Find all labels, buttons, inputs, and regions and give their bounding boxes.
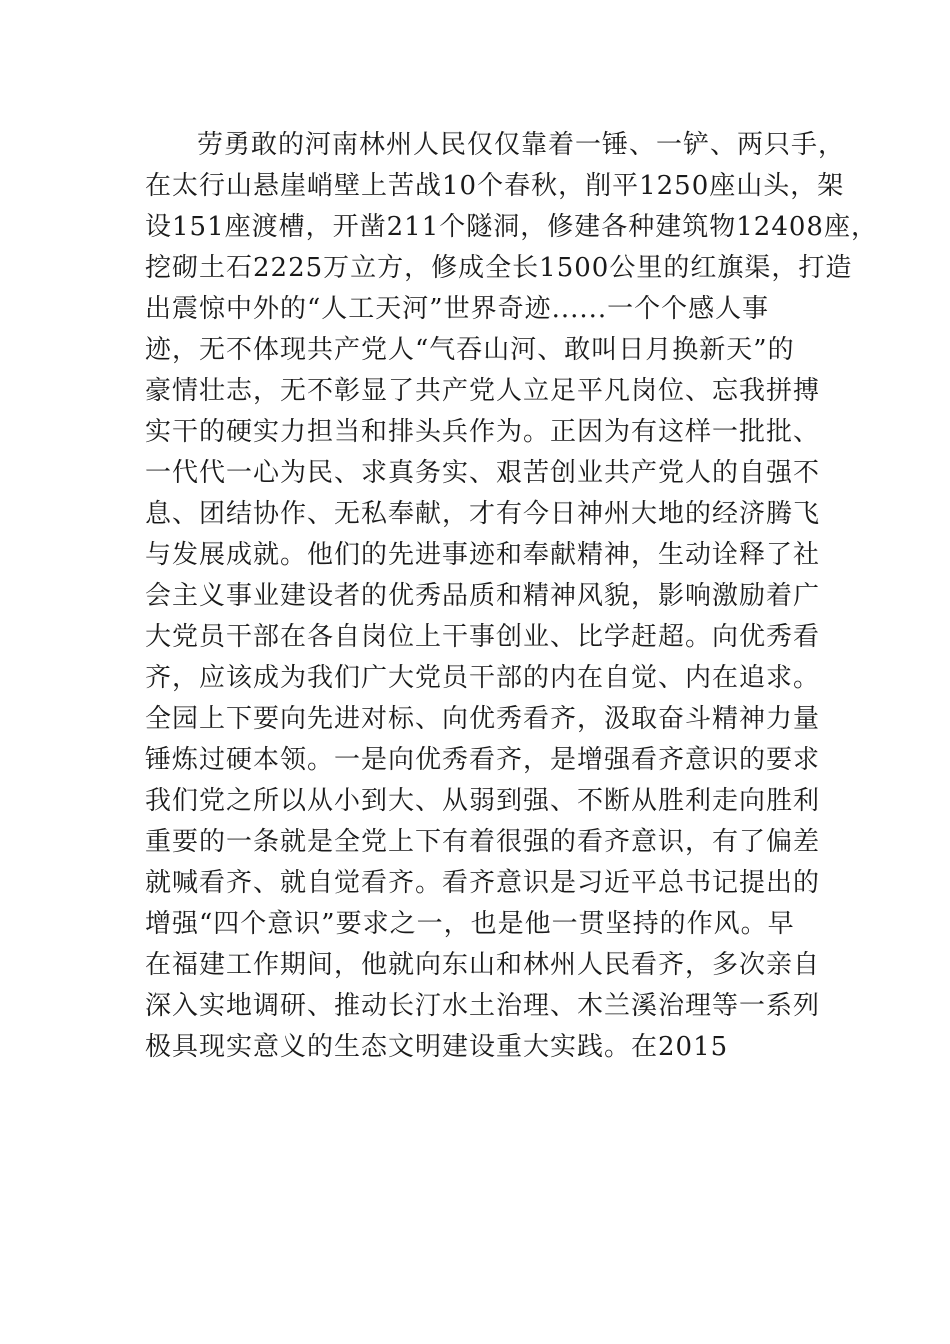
text-line: 在太行山悬崖峭壁上苦战10个春秋，削平1250座山头，架 [145, 171, 845, 201]
text-line: 设151座渡槽，开凿211个隧洞，修建各种建筑物12408座， [145, 212, 878, 242]
text-line: 就喊看齐、就自觉看齐。看齐意识是习近平总书记提出的 [145, 868, 821, 898]
text-line: 挖砌土石2225万立方，修成全长1500公里的红旗渠，打造 [145, 253, 853, 283]
text-line: 我们党之所以从小到大、从弱到强、不断从胜利走向胜利 [145, 786, 821, 816]
text-line: 实干的硬实力担当和排头兵作为。正因为有这样一批批、 [145, 417, 821, 447]
text-line: 豪情壮志，无不彰显了共产党人立足平凡岗位、忘我拼搏 [145, 376, 821, 406]
text-line: 一代代一心为民、求真务实、艰苦创业共产党人的自强不 [145, 458, 821, 488]
body-paragraph [145, 125, 878, 1068]
text-line: 齐，应该成为我们广大党员干部的内在自觉、内在追求。 [145, 663, 821, 693]
text-line: 增强“四个意识”要求之一，也是他一贯坚持的作风。早 [145, 909, 795, 939]
text-line: 深入实地调研、推动长汀水土治理、木兰溪治理等一系列 [145, 991, 821, 1021]
text-line: 锤炼过硬本领。一是向优秀看齐，是增强看齐意识的要求 [145, 745, 821, 775]
text-line: 在福建工作期间，他就向东山和林州人民看齐，多次亲自 [145, 950, 821, 980]
text-line: 全园上下要向先进对标、向优秀看齐，汲取奋斗精神力量 [145, 704, 821, 734]
text-line: 劳勇敢的河南林州人民仅仅靠着一锤、一铲、两只手， [197, 130, 846, 160]
text-line: 出震惊中外的“人工天河”世界奇迹......一个个感人事 [145, 294, 770, 324]
text-line: 极具现实意义的生态文明建设重大实践。在2015 [145, 1032, 729, 1062]
text-line: 息、团结协作、无私奉献，才有今日神州大地的经济腾飞 [145, 499, 821, 529]
text-line: 会主义事业建设者的优秀品质和精神风貌，影响激励着广 [145, 581, 821, 611]
text-line: 重要的一条就是全党上下有着很强的看齐意识，有了偏差 [145, 827, 821, 857]
text-line: 大党员干部在各自岗位上干事创业、比学赶超。向优秀看 [145, 622, 821, 652]
text-line: 迹，无不体现共产党人“气吞山河、敢叫日月换新天”的 [145, 335, 795, 365]
text-line: 与发展成就。他们的先进事迹和奉献精神，生动诠释了社 [145, 540, 821, 570]
